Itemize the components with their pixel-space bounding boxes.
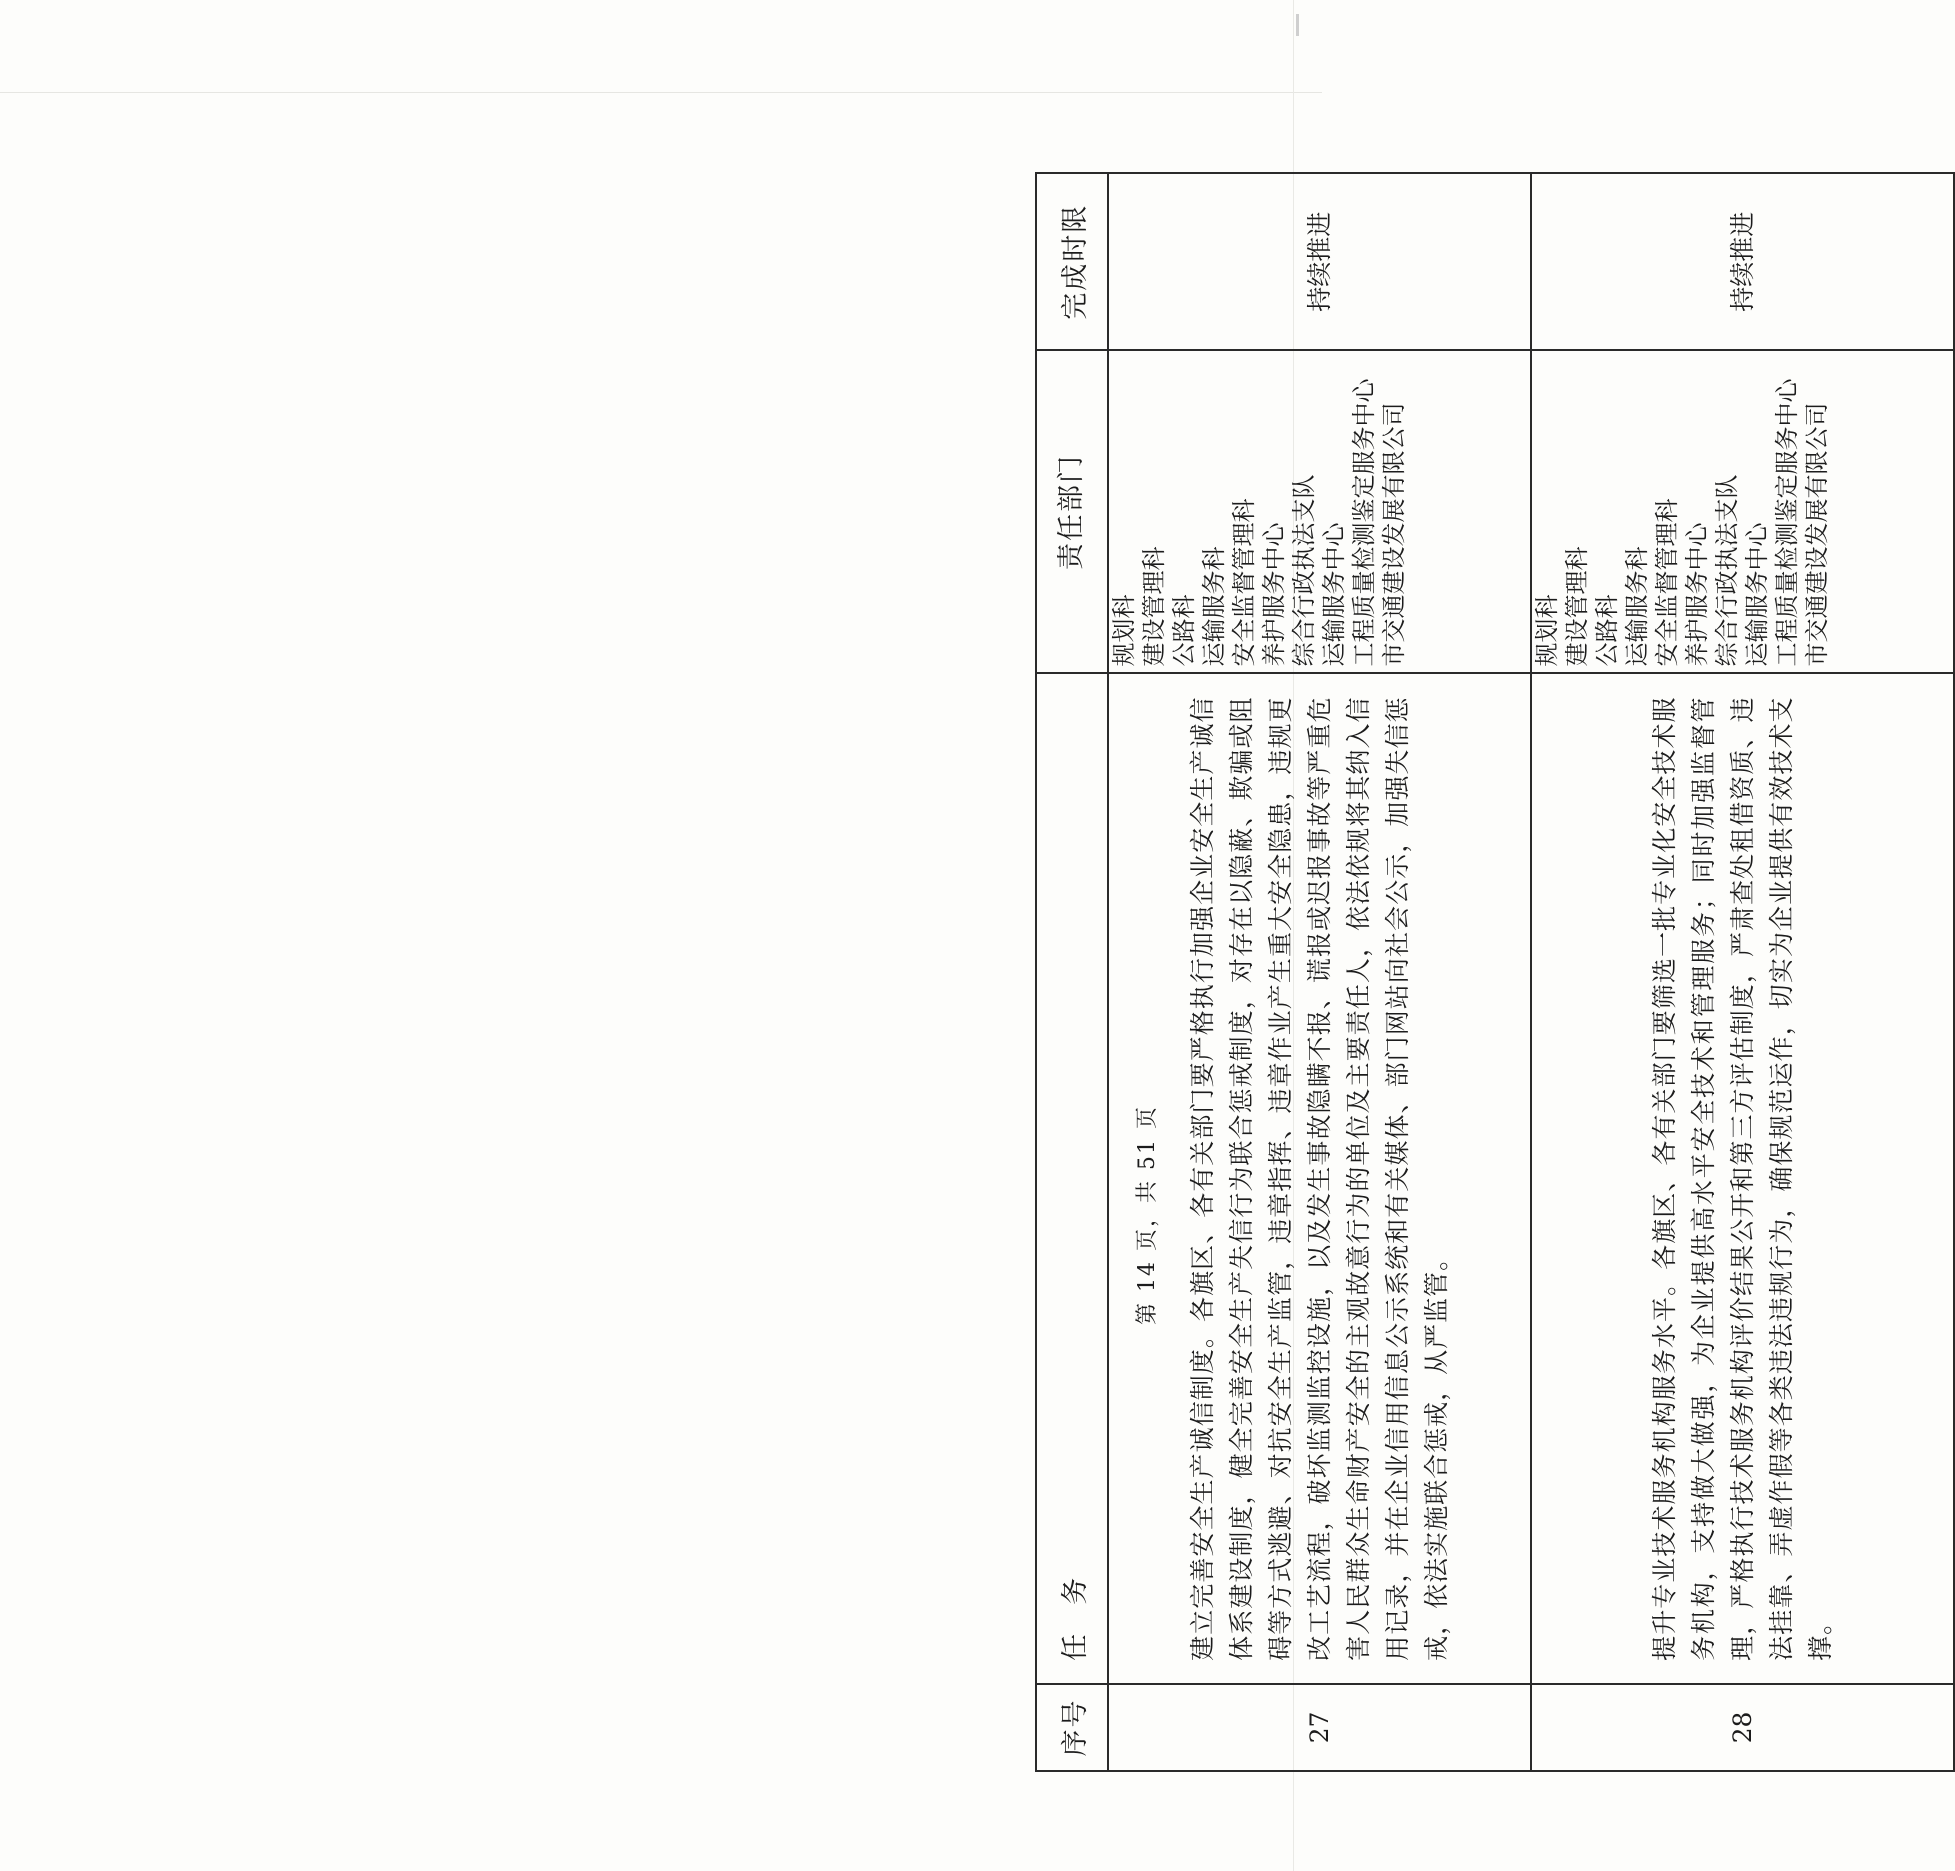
- dept-item: 市交通建设发展有限公司: [1803, 402, 1831, 667]
- table-row: [1531, 173, 1954, 1771]
- dept-item: 综合行政执法支队: [1713, 474, 1741, 667]
- dept-item: 养护服务中心: [1683, 522, 1711, 667]
- page-number: 第 14 页，共 51 页: [1135, 1105, 1160, 1325]
- dept-item: 规划科: [1533, 594, 1561, 667]
- header-no: 序号: [1036, 1684, 1108, 1771]
- row-dept-list: [1108, 350, 1531, 673]
- header-time: 完成时限: [1036, 173, 1108, 350]
- task-table: [1035, 172, 1955, 1772]
- header-task: 任 务: [1036, 673, 1108, 1683]
- dept-item: 规划科: [1110, 594, 1138, 667]
- dept-item: 工程质量检测鉴定服务中心: [1773, 378, 1801, 667]
- dept-item: 运输服务中心: [1320, 522, 1348, 667]
- dept-item: 建设管理科: [1140, 546, 1168, 667]
- dept-item: 公路科: [1170, 594, 1198, 667]
- table-row: [1108, 173, 1531, 1771]
- scan-mark: [1296, 14, 1299, 36]
- row-number: 27: [1108, 1684, 1531, 1771]
- row-dept-list: [1531, 350, 1954, 673]
- row-deadline: 持续推进: [1531, 173, 1954, 350]
- row-deadline: 持续推进: [1108, 173, 1531, 350]
- rotated-table-page: [1035, 172, 1955, 1772]
- dept-item: 建设管理科: [1563, 546, 1591, 667]
- scan-edge-line: [0, 92, 1322, 93]
- dept-item: 安全监督管理科: [1653, 498, 1681, 667]
- table-header-row: [1036, 173, 1108, 1771]
- dept-item: 安全监督管理科: [1230, 498, 1258, 667]
- dept-item: 市交通建设发展有限公司: [1380, 402, 1408, 667]
- dept-item: 运输服务科: [1200, 546, 1228, 667]
- row-task: 建立完善安全生产诚信制度。各旗区、各有关部门要严格执行加强企业安全生产诚信体系建设制度，健全完善安全生产失信行为联合惩戒制度，对存在以隐蔽、欺骗或阻碍等方式逃避、对抗安全生产监管，违章指挥、违章作业产生重大安全隐患，违规更改工艺流程，破坏监测监控设施，以及发生事故隐瞒不报、谎报或迟报事故等严重危害人民群众生命财产安全的主观故意行为的单位及主要责任人，依法依规将其纳入信用记录，并在企业信用信息公示系统和有关媒体、部门网站向社会公示，加强失信惩戒，依法实施联合惩戒，从严监管。: [1108, 673, 1531, 1683]
- dept-item: 公路科: [1593, 594, 1621, 667]
- dept-item: 综合行政执法支队: [1290, 474, 1318, 667]
- dept-item: 工程质量检测鉴定服务中心: [1350, 378, 1378, 667]
- dept-item: 养护服务中心: [1260, 522, 1288, 667]
- dept-item: 运输服务中心: [1743, 522, 1771, 667]
- dept-item: 运输服务科: [1623, 546, 1651, 667]
- header-dept: 责任部门: [1036, 350, 1108, 673]
- row-number: 28: [1531, 1684, 1954, 1771]
- row-task: 提升专业技术服务机构服务水平。各旗区、各有关部门要筛选一批专业化安全技术服务机构，支持做大做强，为企业提供高水平安全技术和管理服务；同时加强监督管理，严格执行技术服务机构评价结果公开和第三方评估制度，严肃查处租借资质、违法挂靠、弄虚作假等各类违法违规行为，确保规范运作，切实为企业提供有效技术支撑。: [1531, 673, 1954, 1683]
